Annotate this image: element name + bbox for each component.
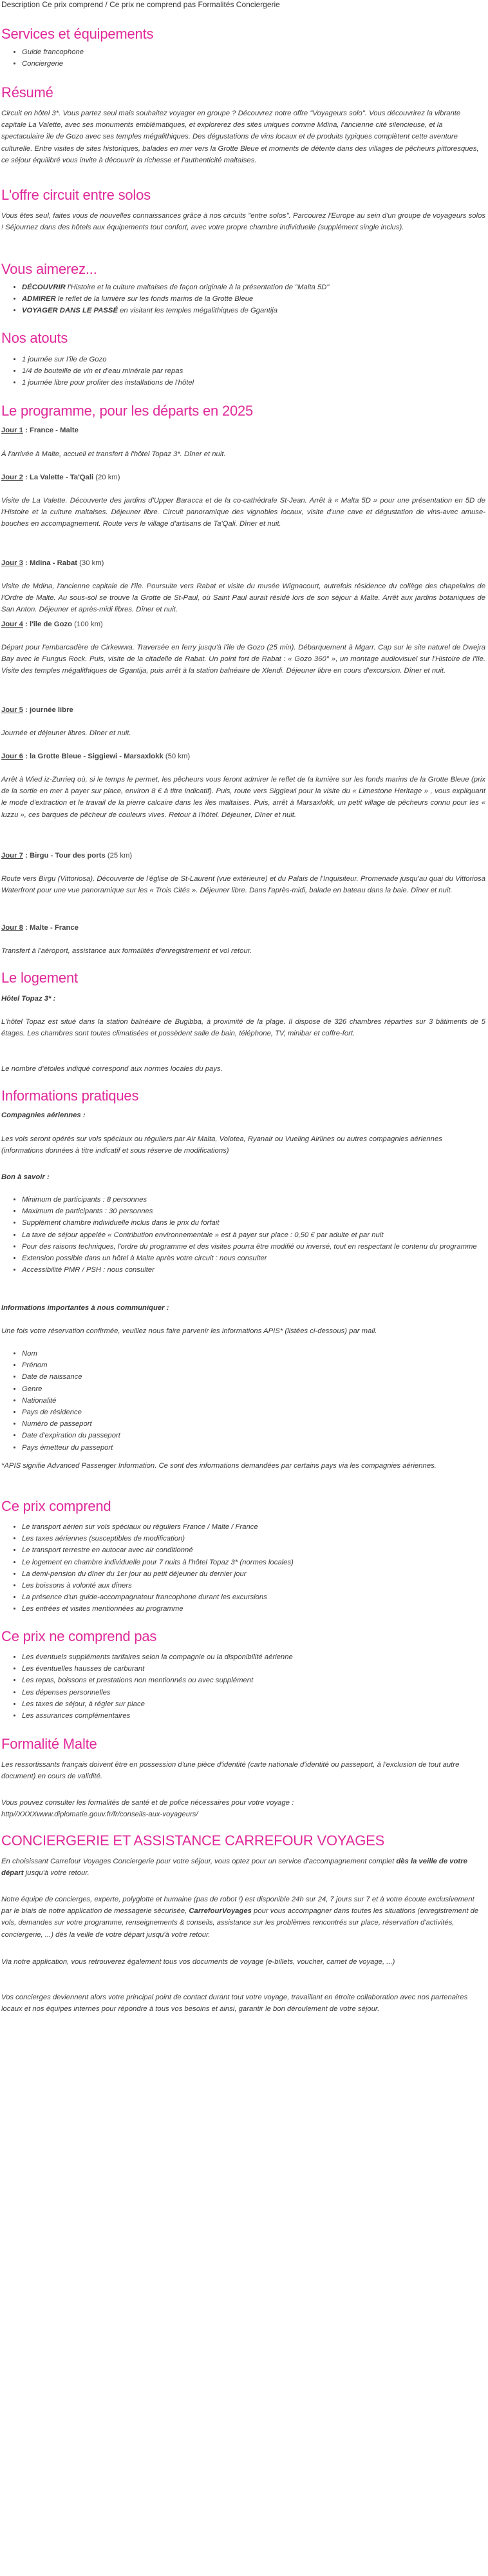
- list-item: • Les dépenses personnelles: [22, 1687, 485, 1698]
- list-item-text: le reflet de la lumière sur les fonds marins de la Grotte Bleue: [55, 295, 254, 303]
- list-item: • Date de naissance: [22, 1371, 485, 1383]
- list-item: • 1/4 de bouteille de vin et d'eau minérale par repas: [22, 365, 485, 377]
- formalite-link-row: [1, 1809, 485, 1820]
- solo-title: L'offre circuit entre solos: [1, 187, 151, 203]
- logement-text: L'hôtel Topaz est situé dans la station balnéaire de Bugibba, à proximité de la plage. Il dispose de 326 chambres réparties sur 3 bâtiments de 5 étages. Les chambres sont toutes climatisées et possèdent salle de bain, téléphone, TV, minibar et coffre-fort.: [1, 1018, 485, 1038]
- apis-list: [1, 1348, 485, 1454]
- formalite-text-health: Vous pouvez consulter les formalités de santé et de police nécessaires pour votre voyage :: [1, 1799, 294, 1807]
- formalite-text-identity: Les ressortissants français doivent être en possession d'une pièce d'identité (carte nationale d'identité ou passeport, à l'exclusion de tout autre document) en cours de validité.: [1, 1761, 460, 1781]
- list-item: • Le logement en chambre individuelle pour 7 nuits à l'hôtel Topaz 3* (normes locales): [22, 1557, 485, 1568]
- list-item: [22, 282, 485, 293]
- list-item: • Les repas, boissons et prestations non mentionnés ou avec supplément: [22, 1675, 485, 1686]
- hotel-name: Hôtel Topaz 3* :: [1, 995, 56, 1003]
- conciergerie-contact: Vos concierges deviennent alors votre principal point de contact durant tout votre voyage, travaillant en étroite collaboration avec nos partenaires locaux et nos équipes internes pour répondre à tous vos besoins et ainsi, garantir le bon déroulement de votre séjour.: [1, 1994, 468, 2014]
- list-item: • Pays de résidence: [22, 1407, 485, 1418]
- apis-note: *APIS signifie Advanced Passenger Information. Ce sont des informations demandées par certains pays via les compagnies aériennes.: [1, 1462, 436, 1470]
- conciergerie-intro: En choisissant Carrefour Voyages Conciergerie pour votre séjour, vous optez pour un service d'accompagnement complet dès la veille de votre départ jusqu'à votre retour.: [1, 1858, 467, 1878]
- list-item: • La taxe de séjour appelée « Contribution environnementale » est à payer sur place : 0,50 € par adulte et par nuit: [22, 1229, 485, 1241]
- resume-title: Résumé: [1, 84, 53, 101]
- programme-title: Le programme, pour les départs en 2025: [1, 403, 254, 419]
- aimerez-title: Vous aimerez...: [1, 261, 97, 277]
- list-item: • Les taxes de séjour, à régler sur place: [22, 1698, 485, 1710]
- airlines-text: Les vols seront opérés sur vols spéciaux ou réguliers par Air Malta, Volotea, Ryanair ou Vueling Airlines ou autres compagnies aériennes (informations données à titre indicatif et sous réserve de modifications): [1, 1135, 442, 1155]
- list-item-text: l'Histoire et la culture maltaises de façon originale à la présentation de "Malta 5D": [65, 284, 330, 291]
- list-item: • Numéro de passeport: [22, 1418, 485, 1430]
- comprend-list: [1, 1521, 485, 1615]
- list-item: • Accessibilité PMR / PSH : nous consulter: [22, 1264, 485, 1276]
- savoir-list: [1, 1194, 485, 1276]
- day-heading: Jour 6 : la Grotte Bleue - Siggiewi - Marsaxlokk (50 km): [1, 753, 191, 760]
- list-item: • Supplément chambre individuelle inclus dans le prix du forfait: [22, 1217, 485, 1229]
- day-text: Visite de La Valette. Découverte des jardins d'Upper Baracca et de la co-cathédrale St-Jean. Arrêt à « Malta 5D » pour une présentation en 5D de l'Histoire et la culture maltaises. Déjeuner libre. Circuit panoramique des vignobles locaux, visite d'une cave et dégustation de vins-avec amuse-bouches en accompagnement. Route vers le village d'artisans de Ta'Qali. Dîner et nuit.: [1, 497, 485, 528]
- list-item: • Les éventuelles hausses de carburant: [22, 1663, 485, 1675]
- communiquer-text: Une fois votre réservation confirmée, veuillez nous faire parvenir les informations APIS* (listées ci-dessous) par mail.: [1, 1327, 377, 1335]
- list-item-bold: DÉCOUVRIR: [22, 284, 66, 291]
- list-item: • Extension possible dans un hôtel à Malte après votre circuit : nous consulter: [22, 1253, 485, 1264]
- list-item: • Les assurances complémentaires: [22, 1710, 485, 1722]
- day-heading: Jour 1 : France - Malte: [1, 427, 79, 434]
- list-item-text: en visitant les temples mégalithiques de Ggantija: [117, 307, 278, 315]
- list-item: • Conciergerie: [22, 58, 485, 70]
- list-item: • Pour des raisons techniques, l'ordre du programme et des visites pourra être modifié ou inversé, tout en respectant le contenu du programme: [22, 1241, 485, 1253]
- diplomatie-link[interactable]: http//XXXXwww.diplomatie.gouv.fr/fr/conseils-aux-voyageurs/: [1, 1811, 198, 1818]
- savoir-label: Bon à savoir :: [1, 1173, 50, 1181]
- day-heading: Jour 8 : Malte - France: [1, 924, 79, 932]
- day-heading: Jour 5 : journée libre: [1, 706, 73, 714]
- day-text: Transfert à l'aéroport, assistance aux formalités d'enregistrement et vol retour.: [1, 947, 252, 955]
- day-heading: Jour 4 : l'île de Gozo (100 km): [1, 620, 103, 628]
- communiquer-label: Informations importantes à nous communiquer :: [1, 1304, 169, 1312]
- day-text: Route vers Birgu (Vittoriosa). Découverte de l'église de St-Laurent (vue extérieure) et du Palais de l'Inquisiteur. Promenade jusqu'au quai du Vittoriosa Waterfront pour une vue panoramique sur les « Trois Cités ». Déjeuner libre. Dans l'après-midi, balade en bateau dans la baie. Dîner et nuit.: [1, 875, 485, 895]
- ne-comprend-list: [1, 1651, 485, 1722]
- ne-comprend-title: Ce prix ne comprend pas: [1, 1628, 157, 1644]
- day-heading: Jour 7 : Birgu - Tour des ports (25 km): [1, 852, 133, 860]
- atouts-list: [1, 354, 485, 389]
- list-item: • Nom: [22, 1348, 485, 1360]
- list-item: [22, 305, 485, 316]
- day-heading: Jour 2 : La Valette - Ta'Qali (20 km): [1, 474, 120, 481]
- list-item: • La présence d'un guide-accompagnateur francophone durant les excursions: [22, 1591, 485, 1603]
- aimerez-list: [1, 282, 485, 317]
- conciergerie-team: Notre équipe de concierges, experte, polyglotte et humaine (pas de robot !) est disponible 24h sur 24, 7 jours sur 7 et à votre écoute exclusivement par le biais de notre application de messagerie sécurisée, CarrefourVoyages pour vous accompagner dans toutes les situations (enregistrement de vols, demandes sur votre programme, renseignements & conseils, assistance sur les problèmes rencontrés sur place, réservation d'activités, conciergerie, ...) dès la veille de votre départ jusqu'à votre retour.: [1, 1896, 479, 1939]
- list-item: [22, 293, 485, 305]
- list-item: • Pays émetteur du passeport: [22, 1442, 485, 1454]
- formalite-title: Formalité Malte: [1, 1736, 97, 1752]
- services-title: Services et équipements: [1, 26, 154, 42]
- logement-note: Le nombre d'étoiles indiqué correspond aux normes locales du pays.: [1, 1065, 223, 1073]
- solo-text: Vous êtes seul, faites vous de nouvelles connaissances grâce à nos circuits "entre solos". Parcourez l'Europe au sein d'un groupe de voyageurs solos ! Séjournez dans des hôtels aux équipements tout confort, avec votre propre chambre individuelle (supplément single inclus).: [1, 212, 485, 232]
- day-text: Départ pour l'embarcadère de Cirkewwa. Traversée en ferry jusqu'à l'île de Gozo (25 min). Débarquement à Mgarr. Cap sur le site naturel de Dwejra Bay avec le Fungus Rock. Puis, visite de la citadelle de Rabat. Un point fort de Rabat : « Gozo 360° », un montage audiovisuel sur l'Histoire de l'île. Visite des temples mégalithiques de Ggantija, puis arrêt à la station balnéaire de Xlendi. Déjeuner libre en cours d'excursion. Dîner et nuit.: [1, 644, 485, 675]
- resume-text: Circuit en hôtel 3*. Vous partez seul mais souhaitez voyager en groupe ? Découvrez notre offre "Voyageurs solo". Vous découvrirez la vibrante capitale La Valette, avec ses monuments emblématiques, et explorerez des sites uniques comme Mdina, l'ancienne cité silencieuse, et la spectaculaire île de Gozo avec ses temples mégalithiques. Des dégustations de vins locaux et de produits typiques complètent cette aventure culturelle. Entre visites de sites historiques, balades en mer vers la Grotte Bleue et moments de détente dans des villages de pêcheurs pittoresques, ce séjour équilibré vous invite à découvrir la richesse et l'authenticité maltaises.: [1, 110, 479, 164]
- list-item: • 1 journée sur l'île de Gozo: [22, 354, 485, 365]
- list-item: • Le transport terrestre en autocar avec air conditionné: [22, 1544, 485, 1556]
- list-item: • Les éventuels suppléments tarifaires selon la compagnie ou la disponibilité aérienne: [22, 1651, 485, 1663]
- list-item: • Prénom: [22, 1360, 485, 1371]
- list-item: • Les entrées et visites mentionnées au programme: [22, 1603, 485, 1615]
- atouts-title: Nos atouts: [1, 330, 68, 346]
- logement-title: Le logement: [1, 970, 78, 986]
- day-text: Visite de Mdina, l'ancienne capitale de l'île. Poursuite vers Rabat et visite du musée Wignacourt, autrefois résidence du collège des chapelains de l'Ordre de Malte. Au sous-sol se trouve la Grotte de St-Paul, où Saint Paul aurait résidé lors de son séjour à Malte. Arrêt aux jardins botaniques de San Anton. Déjeuner et après-midi libres. Dîner et nuit.: [1, 582, 485, 614]
- day-text: Arrêt à Wied iz-Zurrieq où, si le temps le permet, les pêcheurs vous feront admirer le reflet de la lumière sur les fonds marins de la Grotte Bleue (prix de la sortie en mer à payer sur place, environ 8 € à titre indicatif). Puis, route vers Siggiewi pour la visite du « Limestone Heritage » , vous expliquant le mode d'extraction et le travail de la pierre calcaire dans les îles maltaises. Puis, arrêt à Marsaxlokk, un petit village de pêcheurs connu pour les « luzzu », ces barques de pêcheur de couleurs vives. Retour à l'hôtel. Déjeuner, Dîner et nuit.: [1, 776, 485, 819]
- list-item: • Les taxes aériennes (susceptibles de modification): [22, 1533, 485, 1544]
- list-item: • La demi-pension du dîner du 1er jour au petit déjeuner du dernier jour: [22, 1568, 485, 1580]
- list-item: • Maximum de participants : 30 personnes: [22, 1206, 485, 1217]
- pratiques-title: Informations pratiques: [1, 1088, 139, 1104]
- list-item: • Le transport aérien sur vols spéciaux ou réguliers France / Malte / France: [22, 1521, 485, 1533]
- list-item: • Guide francophone: [22, 46, 485, 58]
- list-item: • Genre: [22, 1383, 485, 1395]
- list-item: • Les boissons à volonté aux dîners: [22, 1580, 485, 1591]
- list-item: • 1 journée libre pour profiter des installations de l'hôtel: [22, 377, 485, 389]
- list-item: • Date d'expiration du passeport: [22, 1430, 485, 1441]
- airlines-label: Compagnies aériennes :: [1, 1111, 86, 1119]
- conciergerie-app: Via notre application, vous retrouverez également tous vos documents de voyage (e-billets, voucher, carnet de voyage, ...): [1, 1958, 395, 1966]
- day-heading: Jour 3 : Mdina - Rabat (30 km): [1, 559, 104, 567]
- day-text: À l'arrivée à Malte, accueil et transfert à l'hôtel Topaz 3*. Dîner et nuit.: [1, 450, 226, 458]
- list-item-bold: ADMIRER: [22, 295, 56, 303]
- day-text: Journée et déjeuner libres. Dîner et nuit.: [1, 729, 131, 737]
- conciergerie-title: CONCIERGERIE ET ASSISTANCE CARREFOUR VOYAGES: [1, 1832, 385, 1849]
- list-item: • Minimum de participants : 8 personnes: [22, 1194, 485, 1206]
- breadcrumb[interactable]: Description Ce prix comprend / Ce prix ne comprend pas Formalités Conciergerie: [1, 0, 280, 9]
- services-list: [1, 46, 485, 70]
- list-item: • Nationalité: [22, 1395, 485, 1407]
- list-item-bold: VOYAGER DANS LE PASSÉ: [22, 307, 118, 315]
- comprend-title: Ce prix comprend: [1, 1498, 111, 1514]
